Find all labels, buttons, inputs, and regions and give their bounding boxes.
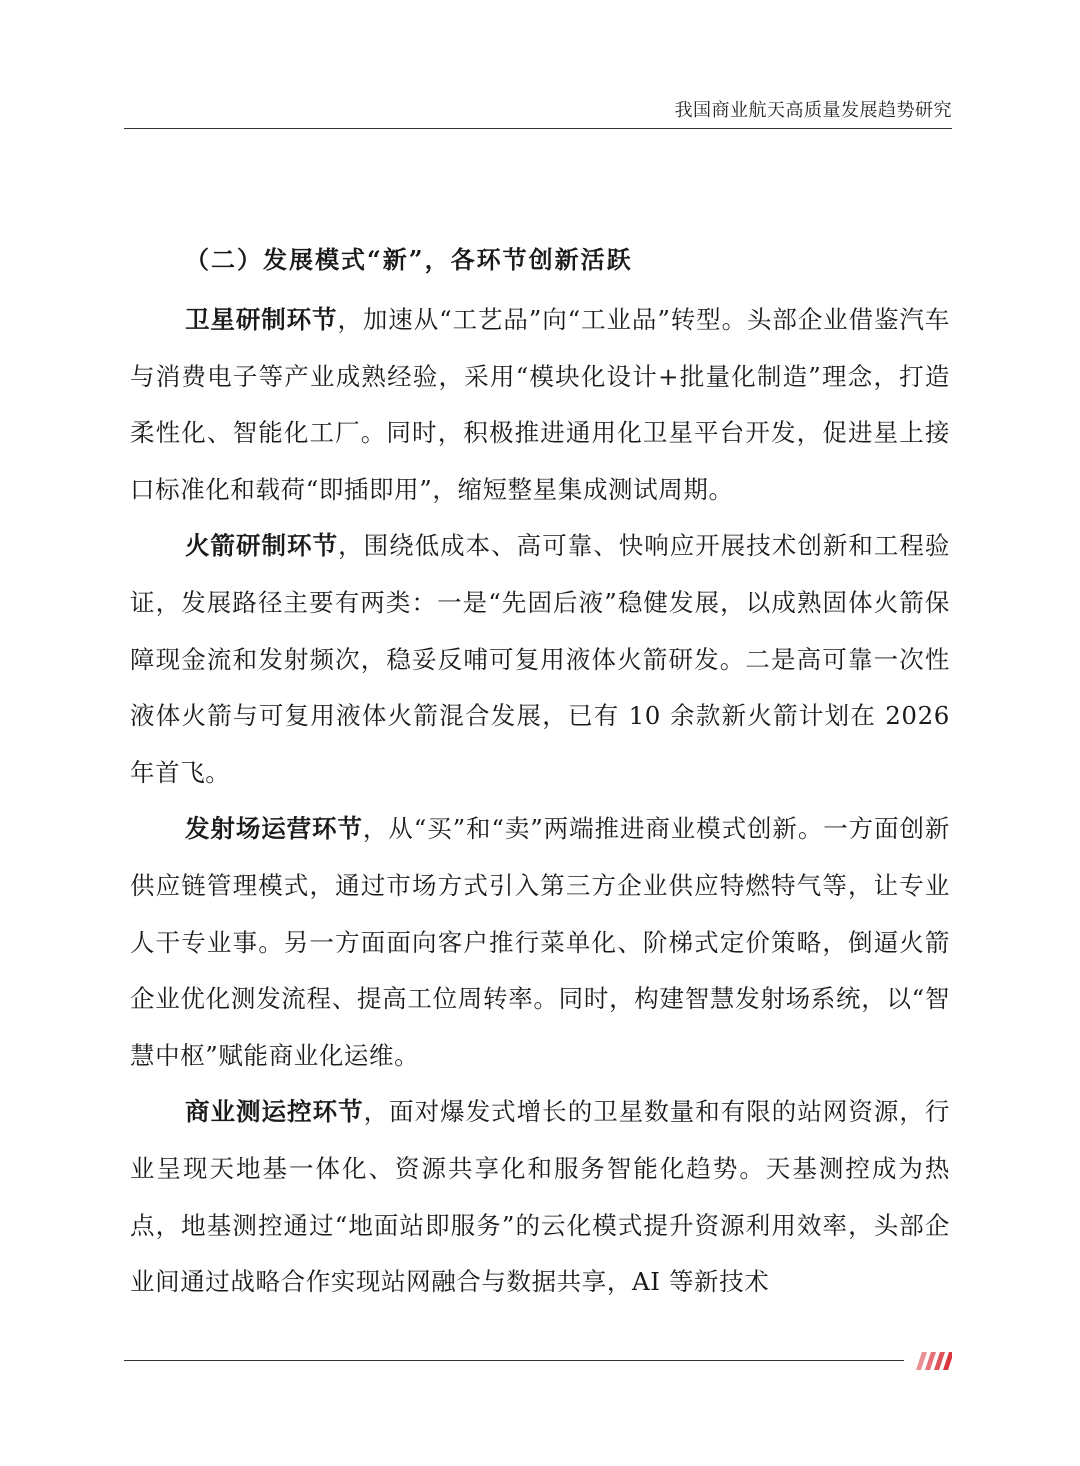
- paragraph-text: ，围绕低成本、高可靠、快响应开展技术创新和工程验证，发展路径主要有两类：一是“先固后液”稳健发展，以成熟固体火箭保障现金流和发射频次，稳妥反哺可复用液体火箭研发。二是高可靠一次性液体火箭与可复用液体火箭混合发展，已有 10 余款新火箭计划在 2026 年首飞。: [130, 531, 950, 787]
- paragraph-lead: 发射场运营环节: [185, 814, 363, 844]
- page-footer: [124, 1350, 952, 1374]
- paragraph-lead: 商业测运控环节: [185, 1097, 364, 1127]
- logo-stripe: [916, 1352, 927, 1370]
- paragraph-satellite: [130, 292, 950, 518]
- document-body: [130, 234, 950, 1311]
- paragraph-text: ，加速从“工艺品”向“工业品”转型。头部企业借鉴汽车与消费电子等产业成熟经验，采用“模块化设计+批量化制造”理念，打造柔性化、智能化工厂。同时，积极推进通用化卫星平台开发，促进星上接口标准化和载荷“即插即用”，缩短整星集成测试周期。: [130, 305, 950, 504]
- logo-stripe: [925, 1352, 936, 1370]
- paragraph-ttc: [130, 1084, 950, 1310]
- logo-stripe: [934, 1352, 945, 1370]
- page-header: [124, 92, 952, 129]
- paragraph-rocket: [130, 518, 950, 801]
- paragraph-text: ，面对爆发式增长的卫星数量和有限的站网资源，行业呈现天地基一体化、资源共享化和服务智能化趋势。天基测控成为热点，地基测控通过“地面站即服务”的云化模式提升资源利用效率，头部企业间通过战略合作实现站网融合与数据共享，AI 等新技术: [130, 1097, 950, 1297]
- paragraph-lead: 火箭研制环节: [185, 531, 339, 561]
- section-heading: （二）发展模式“新”，各环节创新活跃: [185, 245, 633, 274]
- logo-stripe: [943, 1352, 952, 1370]
- paragraph-lead: 卫星研制环节: [185, 305, 338, 334]
- paragraph-text: ，从“买”和“卖”两端推进商业模式创新。一方面创新供应链管理模式，通过市场方式引入第三方企业供应特燃特气等，让专业人干专业事。另一方面面向客户推行菜单化、阶梯式定价策略，倒逼火箭企业优化测发流程、提高工位周转率。同时，构建智慧发射场系统，以“智慧中枢”赋能商业化运维。: [130, 814, 950, 1070]
- red-slanted-stripes-logo-icon: [914, 1350, 952, 1372]
- paragraph-launch-site: [130, 801, 950, 1084]
- footer-divider: [124, 1360, 904, 1361]
- running-header-title: 我国商业航天高质量发展趋势研究: [674, 100, 952, 121]
